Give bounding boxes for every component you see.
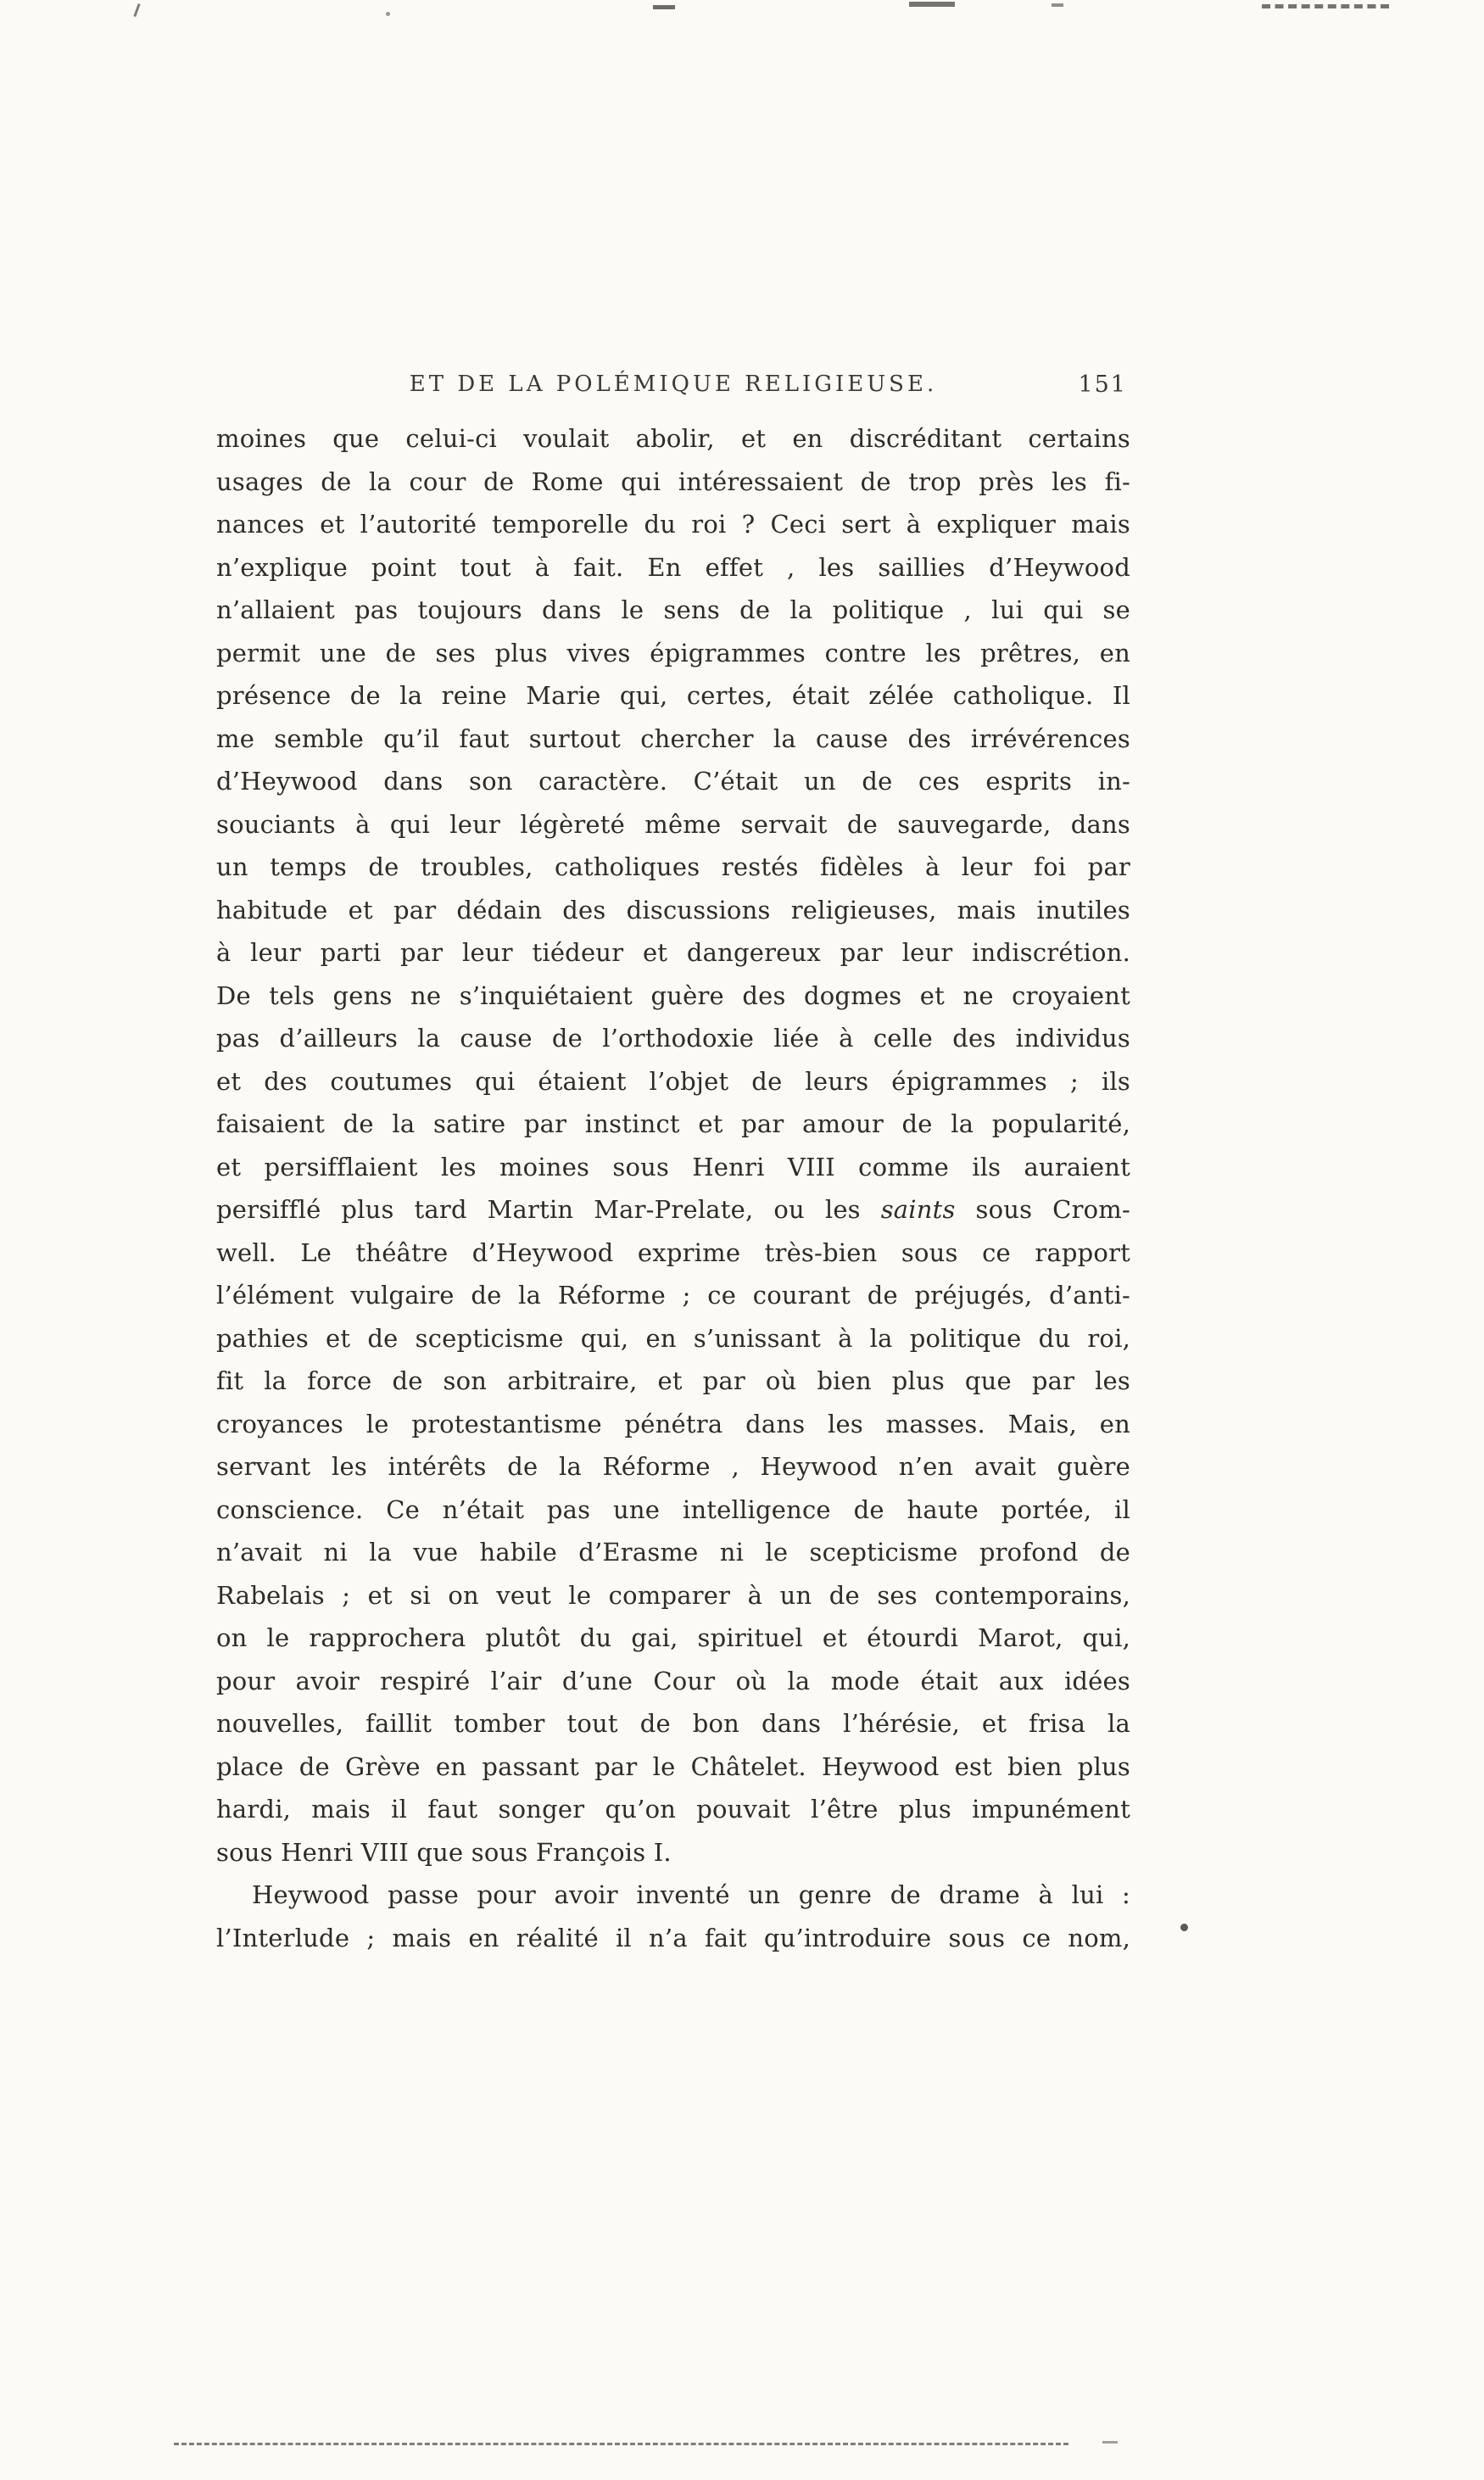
running-header xyxy=(216,371,1130,409)
text-line: pour avoir respiré l’air d’une Cour où la mode était aux idées xyxy=(216,1666,1130,1695)
text-line: on le rapprochera plutôt du gai, spirituel et étourdi Marot, qui, xyxy=(216,1623,1130,1652)
text-line: me semble qu’il faut surtout chercher la cause des irrévérences xyxy=(216,723,1130,753)
text-line: faisaient de la satire par instinct et par amour de la popularité, xyxy=(216,1109,1130,1138)
text-line: et persifflaient les moines sous Henri VIII comme ils auraient xyxy=(216,1152,1130,1181)
running-title: ET DE LA POLÉMIQUE RELIGIEUSE. xyxy=(409,371,938,397)
text-block xyxy=(216,417,1130,1959)
scan-artifact xyxy=(174,2443,1068,2445)
scan-artifact xyxy=(909,2,955,7)
scan-artifact xyxy=(386,12,390,16)
text-line: hardi, mais il faut songer qu’on pouvait l’être plus impunément xyxy=(216,1795,1130,1824)
text-line: Heywood passe pour avoir inventé un genre de drame à lui : xyxy=(252,1880,1130,1909)
text-line: pathies et de scepticisme qui, en s’unissant à la politique du roi, xyxy=(216,1323,1130,1353)
text-line: Rabelais ; et si on veut le comparer à un de ses contemporains, xyxy=(216,1580,1130,1610)
text-line: n’allaient pas toujours dans le sens de la politique , lui qui se xyxy=(216,595,1130,624)
text-line: sous Henri VIII que sous François I. xyxy=(216,1837,672,1867)
text-line: nouvelles, faillit tomber tout de bon dans l’hérésie, et frisa la xyxy=(216,1709,1130,1738)
text-line: habitude et par dédain des discussions religieuses, mais inutiles xyxy=(216,895,1130,924)
text-line: permit une de ses plus vives épigrammes contre les prêtres, en xyxy=(216,638,1130,667)
text-line: n’avait ni la vue habile d’Erasme ni le scepticisme profond de xyxy=(216,1538,1130,1567)
scan-artifact xyxy=(1180,1924,1188,1931)
text-line: persifflé plus tard Martin Mar-Prelate, ou les saints sous Crom- xyxy=(216,1195,1130,1224)
text-line: présence de la reine Marie qui, certes, était zélée catholique. Il xyxy=(216,681,1130,710)
scan-artifact xyxy=(1102,2441,1118,2444)
text-line: un temps de troubles, catholiques restés fidèles à leur foi par xyxy=(216,852,1130,881)
text-line: well. Le théâtre d’Heywood exprime très-bien sous ce rapport xyxy=(216,1237,1130,1267)
text-line: moines que celui-ci voulait abolir, et en discréditant certains xyxy=(216,424,1130,453)
text-line: croyances le protestantisme pénétra dans les masses. Mais, en xyxy=(216,1409,1130,1438)
emphasis-text: saints xyxy=(880,1195,956,1224)
text-line: l’Interlude ; mais en réalité il n’a fait qu’introduire sous ce nom, xyxy=(216,1923,1130,1952)
scan-artifact xyxy=(1052,3,1063,7)
scan-artifact xyxy=(653,5,675,9)
scan-artifact xyxy=(1262,4,1389,8)
text-line: n’explique point tout à fait. En effet , les saillies d’Heywood xyxy=(216,552,1130,582)
text-line: nances et l’autorité temporelle du roi ? Ceci sert à expliquer mais xyxy=(216,510,1130,539)
text-line: d’Heywood dans son caractère. C’était un de ces esprits in- xyxy=(216,767,1130,796)
text-line: fit la force de son arbitraire, et par où bien plus que par les xyxy=(216,1366,1130,1395)
text-line: place de Grève en passant par le Châtelet. Heywood est bien plus xyxy=(216,1751,1130,1781)
text-line: et des coutumes qui étaient l’objet de leurs épigrammes ; ils xyxy=(216,1066,1130,1096)
text-line: à leur parti par leur tiédeur et dangereux par leur indiscrétion. xyxy=(216,938,1130,967)
text-line: usages de la cour de Rome qui intéressaient de trop près les fi- xyxy=(216,466,1130,496)
text-line: souciants à qui leur légèreté même servait de sauvegarde, dans xyxy=(216,809,1130,839)
text-line: pas d’ailleurs la cause de l’orthodoxie liée à celle des individus xyxy=(216,1024,1130,1053)
page-number: 151 xyxy=(1078,371,1127,398)
text-line: De tels gens ne s’inquiétaient guère des dogmes et ne croyaient xyxy=(216,980,1130,1010)
text-line: conscience. Ce n’était pas une intelligence de haute portée, il xyxy=(216,1494,1130,1524)
scan-artifact xyxy=(133,3,140,17)
text-line: l’élément vulgaire de la Réforme ; ce courant de préjugés, d’anti- xyxy=(216,1281,1130,1310)
text-line: servant les intérêts de la Réforme , Heywood n’en avait guère xyxy=(216,1452,1130,1481)
